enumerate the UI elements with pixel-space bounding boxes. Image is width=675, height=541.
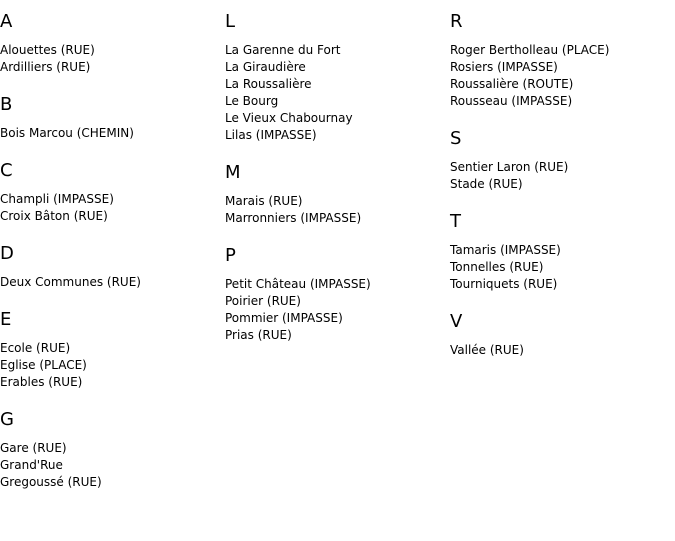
street-link[interactable]: Croix Bâton (RUE) xyxy=(0,209,108,223)
street-link[interactable]: Ecole (RUE) xyxy=(0,341,71,355)
street-index-column-2 xyxy=(225,12,445,363)
street-list-item xyxy=(225,276,445,293)
street-link[interactable]: Grand'Rue xyxy=(0,458,63,472)
street-list xyxy=(450,342,670,359)
street-index-column-1 xyxy=(0,12,220,510)
letter-heading: S xyxy=(450,128,462,149)
street-link[interactable]: Tonnelles (RUE) xyxy=(450,260,544,274)
street-link[interactable]: Stade (RUE) xyxy=(450,177,523,191)
street-list-item xyxy=(450,176,670,193)
street-list-item xyxy=(450,259,670,276)
letter-heading: R xyxy=(450,11,463,32)
street-list xyxy=(0,274,220,291)
street-link[interactable]: Ardilliers (RUE) xyxy=(0,60,91,74)
street-link[interactable]: Rosiers (IMPASSE) xyxy=(450,60,558,74)
letter-group xyxy=(0,12,220,76)
street-link[interactable]: Tamaris (IMPASSE) xyxy=(450,243,561,257)
street-list-item xyxy=(225,310,445,327)
street-list-item xyxy=(450,93,670,110)
street-list-item xyxy=(0,374,220,391)
street-list-item xyxy=(0,274,220,291)
street-link[interactable]: Lilas (IMPASSE) xyxy=(225,128,317,142)
letter-group xyxy=(450,212,670,293)
street-list-item xyxy=(225,210,445,227)
street-link[interactable]: Roger Bertholleau (PLACE) xyxy=(450,43,610,57)
street-list-item xyxy=(450,76,670,93)
letter-group xyxy=(0,244,220,291)
letter-group xyxy=(450,312,670,359)
letter-heading: M xyxy=(225,162,241,183)
street-list-item xyxy=(225,59,445,76)
street-list xyxy=(0,125,220,142)
letter-group xyxy=(450,129,670,193)
street-link[interactable]: Poirier (RUE) xyxy=(225,294,301,308)
street-list-item xyxy=(450,59,670,76)
letter-group xyxy=(0,161,220,225)
letter-group xyxy=(450,12,670,110)
letter-heading: A xyxy=(0,11,13,32)
street-link[interactable]: Champli (IMPASSE) xyxy=(0,192,114,206)
street-list xyxy=(0,340,220,391)
street-list-item xyxy=(0,125,220,142)
street-link[interactable]: Sentier Laron (RUE) xyxy=(450,160,569,174)
street-link[interactable]: Roussalière (ROUTE) xyxy=(450,77,574,91)
street-link[interactable]: Le Vieux Chabournay xyxy=(225,111,353,125)
letter-heading: B xyxy=(0,94,13,115)
street-list-item xyxy=(0,457,220,474)
street-list-item xyxy=(225,293,445,310)
street-list-item xyxy=(225,42,445,59)
street-list-item xyxy=(225,193,445,210)
street-list xyxy=(225,42,445,144)
letter-group xyxy=(225,246,445,344)
letter-heading: T xyxy=(450,211,461,232)
street-list xyxy=(450,42,670,110)
street-link[interactable]: Deux Communes (RUE) xyxy=(0,275,141,289)
street-link[interactable]: Gare (RUE) xyxy=(0,441,67,455)
street-list xyxy=(0,42,220,76)
street-list xyxy=(225,276,445,344)
street-link[interactable]: Tourniquets (RUE) xyxy=(450,277,558,291)
street-link[interactable]: La Roussalière xyxy=(225,77,312,91)
street-list-item xyxy=(450,342,670,359)
street-list-item xyxy=(225,327,445,344)
street-list xyxy=(450,159,670,193)
street-link[interactable]: Gregoussé (RUE) xyxy=(0,475,102,489)
letter-heading: L xyxy=(225,11,236,32)
letter-group xyxy=(225,12,445,144)
street-link[interactable]: Le Bourg xyxy=(225,94,279,108)
street-link[interactable]: Prias (RUE) xyxy=(225,328,292,342)
letter-heading: P xyxy=(225,245,236,266)
street-list-item xyxy=(450,42,670,59)
street-list-item xyxy=(0,357,220,374)
street-link[interactable]: Petit Château (IMPASSE) xyxy=(225,277,371,291)
street-list-item xyxy=(450,159,670,176)
street-link[interactable]: Erables (RUE) xyxy=(0,375,83,389)
street-list-item xyxy=(0,59,220,76)
street-link[interactable]: Vallée (RUE) xyxy=(450,343,524,357)
letter-heading: C xyxy=(0,160,13,181)
street-link[interactable]: Eglise (PLACE) xyxy=(0,358,87,372)
letter-heading: E xyxy=(0,309,12,330)
street-link[interactable]: Alouettes (RUE) xyxy=(0,43,95,57)
street-index-column-3 xyxy=(450,12,670,378)
street-list-item xyxy=(0,340,220,357)
letter-heading: D xyxy=(0,243,14,264)
letter-group xyxy=(0,410,220,491)
street-list-item xyxy=(450,242,670,259)
street-list-item xyxy=(0,191,220,208)
street-list-item xyxy=(225,93,445,110)
street-list-item xyxy=(0,440,220,457)
street-link[interactable]: Rousseau (IMPASSE) xyxy=(450,94,573,108)
letter-group xyxy=(0,310,220,391)
street-link[interactable]: Bois Marcou (CHEMIN) xyxy=(0,126,134,140)
street-list xyxy=(0,191,220,225)
street-list-item xyxy=(0,42,220,59)
street-list xyxy=(450,242,670,293)
letter-group xyxy=(225,163,445,227)
street-list-item xyxy=(0,474,220,491)
street-list-item xyxy=(0,208,220,225)
street-link[interactable]: Marronniers (IMPASSE) xyxy=(225,211,362,225)
street-link[interactable]: La Garenne du Fort xyxy=(225,43,341,57)
street-list-item xyxy=(225,110,445,127)
letter-group xyxy=(0,95,220,142)
street-link[interactable]: Pommier (IMPASSE) xyxy=(225,311,343,325)
street-list xyxy=(0,440,220,491)
street-list-item xyxy=(225,76,445,93)
letter-heading: V xyxy=(450,311,463,332)
street-list-item xyxy=(450,276,670,293)
street-list xyxy=(225,193,445,227)
street-link[interactable]: La Giraudière xyxy=(225,60,306,74)
street-link[interactable]: Marais (RUE) xyxy=(225,194,303,208)
letter-heading: G xyxy=(0,409,14,430)
street-list-item xyxy=(225,127,445,144)
